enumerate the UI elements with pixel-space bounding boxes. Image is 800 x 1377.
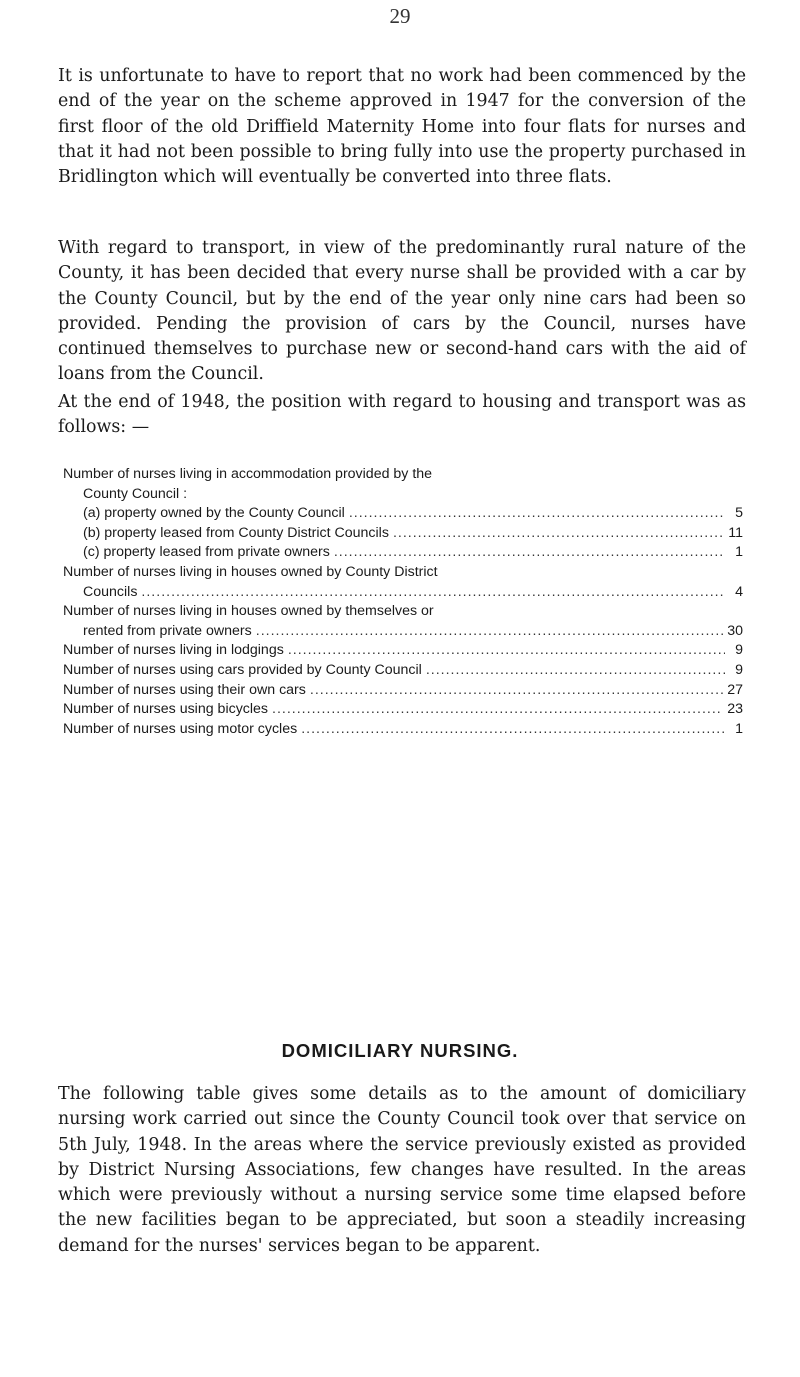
list-item-value: 27	[727, 681, 743, 698]
list-item-label: Number of nurses using cars provided by County Council	[63, 661, 422, 678]
leader-dots	[272, 700, 723, 720]
list-item-value: 30	[727, 622, 743, 639]
page-number: 29	[389, 4, 411, 28]
list-item-label: (c) property leased from private owners	[83, 544, 330, 561]
leader-dots	[426, 661, 725, 681]
list-item	[63, 700, 743, 720]
section-heading: DOMICILIARY NURSING.	[281, 1040, 519, 1061]
list-item-label-cont: rented from private owners	[83, 622, 252, 639]
list-intro-line1: Number of nurses living in accommodation provided by the	[63, 466, 433, 482]
list-item-label: (b) property leased from County District Councils	[83, 524, 389, 541]
list-item-value: 23	[727, 701, 743, 718]
list-intro-line2: County Council :	[83, 485, 188, 502]
list-item-label: Number of nurses using motor cycles	[63, 720, 298, 737]
list-item	[63, 504, 743, 524]
leader-dots	[334, 543, 725, 563]
paragraph-transport: With regard to transport, in view of the predominantly rural nature of the County, it has been decided that every nurse shall be provided with a car by the County Council, but by the end of the year only nine cars had been so provided. Pending the provision of cars by the Council, nurses have continued themselves to purchase new or second-hand cars with the aid of loans from the Council.	[58, 238, 746, 385]
list-item	[63, 563, 743, 602]
list-item-value: 1	[735, 720, 743, 737]
leader-dots	[288, 641, 725, 661]
list-item-label: (a) property owned by the County Council	[83, 505, 345, 522]
list-item-value: 1	[735, 544, 743, 561]
paragraph-domiciliary-nursing: The following table gives some details as to the amount of domiciliary nursing work carried out since the County Council took over that service on 5th July, 1948. In the areas where the service previously existed as provided by District Nursing Associations, few changes have resulted. In the areas which were previously without a nursing service some time elapsed before the new facilities began to be appreciated, but soon a steadily increasing demand for the nurses' services began to be apparent.	[58, 1084, 746, 1256]
leader-dots	[256, 622, 723, 642]
list-item	[63, 602, 743, 641]
list-item-continuation	[63, 583, 743, 603]
list-item-label: Number of nurses using their own cars	[63, 681, 306, 698]
paragraph-position-intro: At the end of 1948, the position with regard to housing and transport was as follows: —	[58, 392, 746, 438]
list-item-value: 9	[735, 661, 743, 678]
list-item-value: 4	[735, 583, 743, 600]
list-item	[63, 641, 743, 661]
list-item-label: Number of nurses living in lodgings	[63, 642, 284, 659]
list-item-label: Number of nurses living in houses owned by themselves or	[63, 603, 434, 620]
leader-dots	[301, 720, 725, 740]
leader-dots	[141, 583, 725, 603]
paragraph-flats-conversion: It is unfortunate to have to report that no work had been commenced by the end of the year on the scheme approved in 1947 for the conversion of the first floor of the old Driffield Maternity Home into four flats for nurses and that it had not been possible to bring fully into use the property purchased in Bridlington which will eventually be converted into three flats.	[58, 66, 746, 188]
leader-dots	[393, 524, 724, 544]
leader-dots	[349, 504, 725, 524]
list-item-value: 11	[728, 524, 743, 541]
list-item	[63, 720, 743, 740]
list-item-value: 9	[735, 642, 743, 659]
list-item-value: 5	[735, 505, 743, 522]
list-item-label: Number of nurses living in houses owned by County District	[63, 563, 438, 580]
list-item	[63, 681, 743, 701]
list-item-continuation	[63, 622, 743, 642]
housing-transport-list	[63, 465, 743, 739]
list-item	[63, 661, 743, 681]
list-item-label-cont: Councils	[83, 583, 138, 600]
leader-dots	[310, 681, 723, 701]
list-item-label: Number of nurses using bicycles	[63, 701, 269, 718]
list-item	[63, 543, 743, 563]
list-item	[63, 524, 743, 544]
list-intro	[63, 465, 743, 504]
